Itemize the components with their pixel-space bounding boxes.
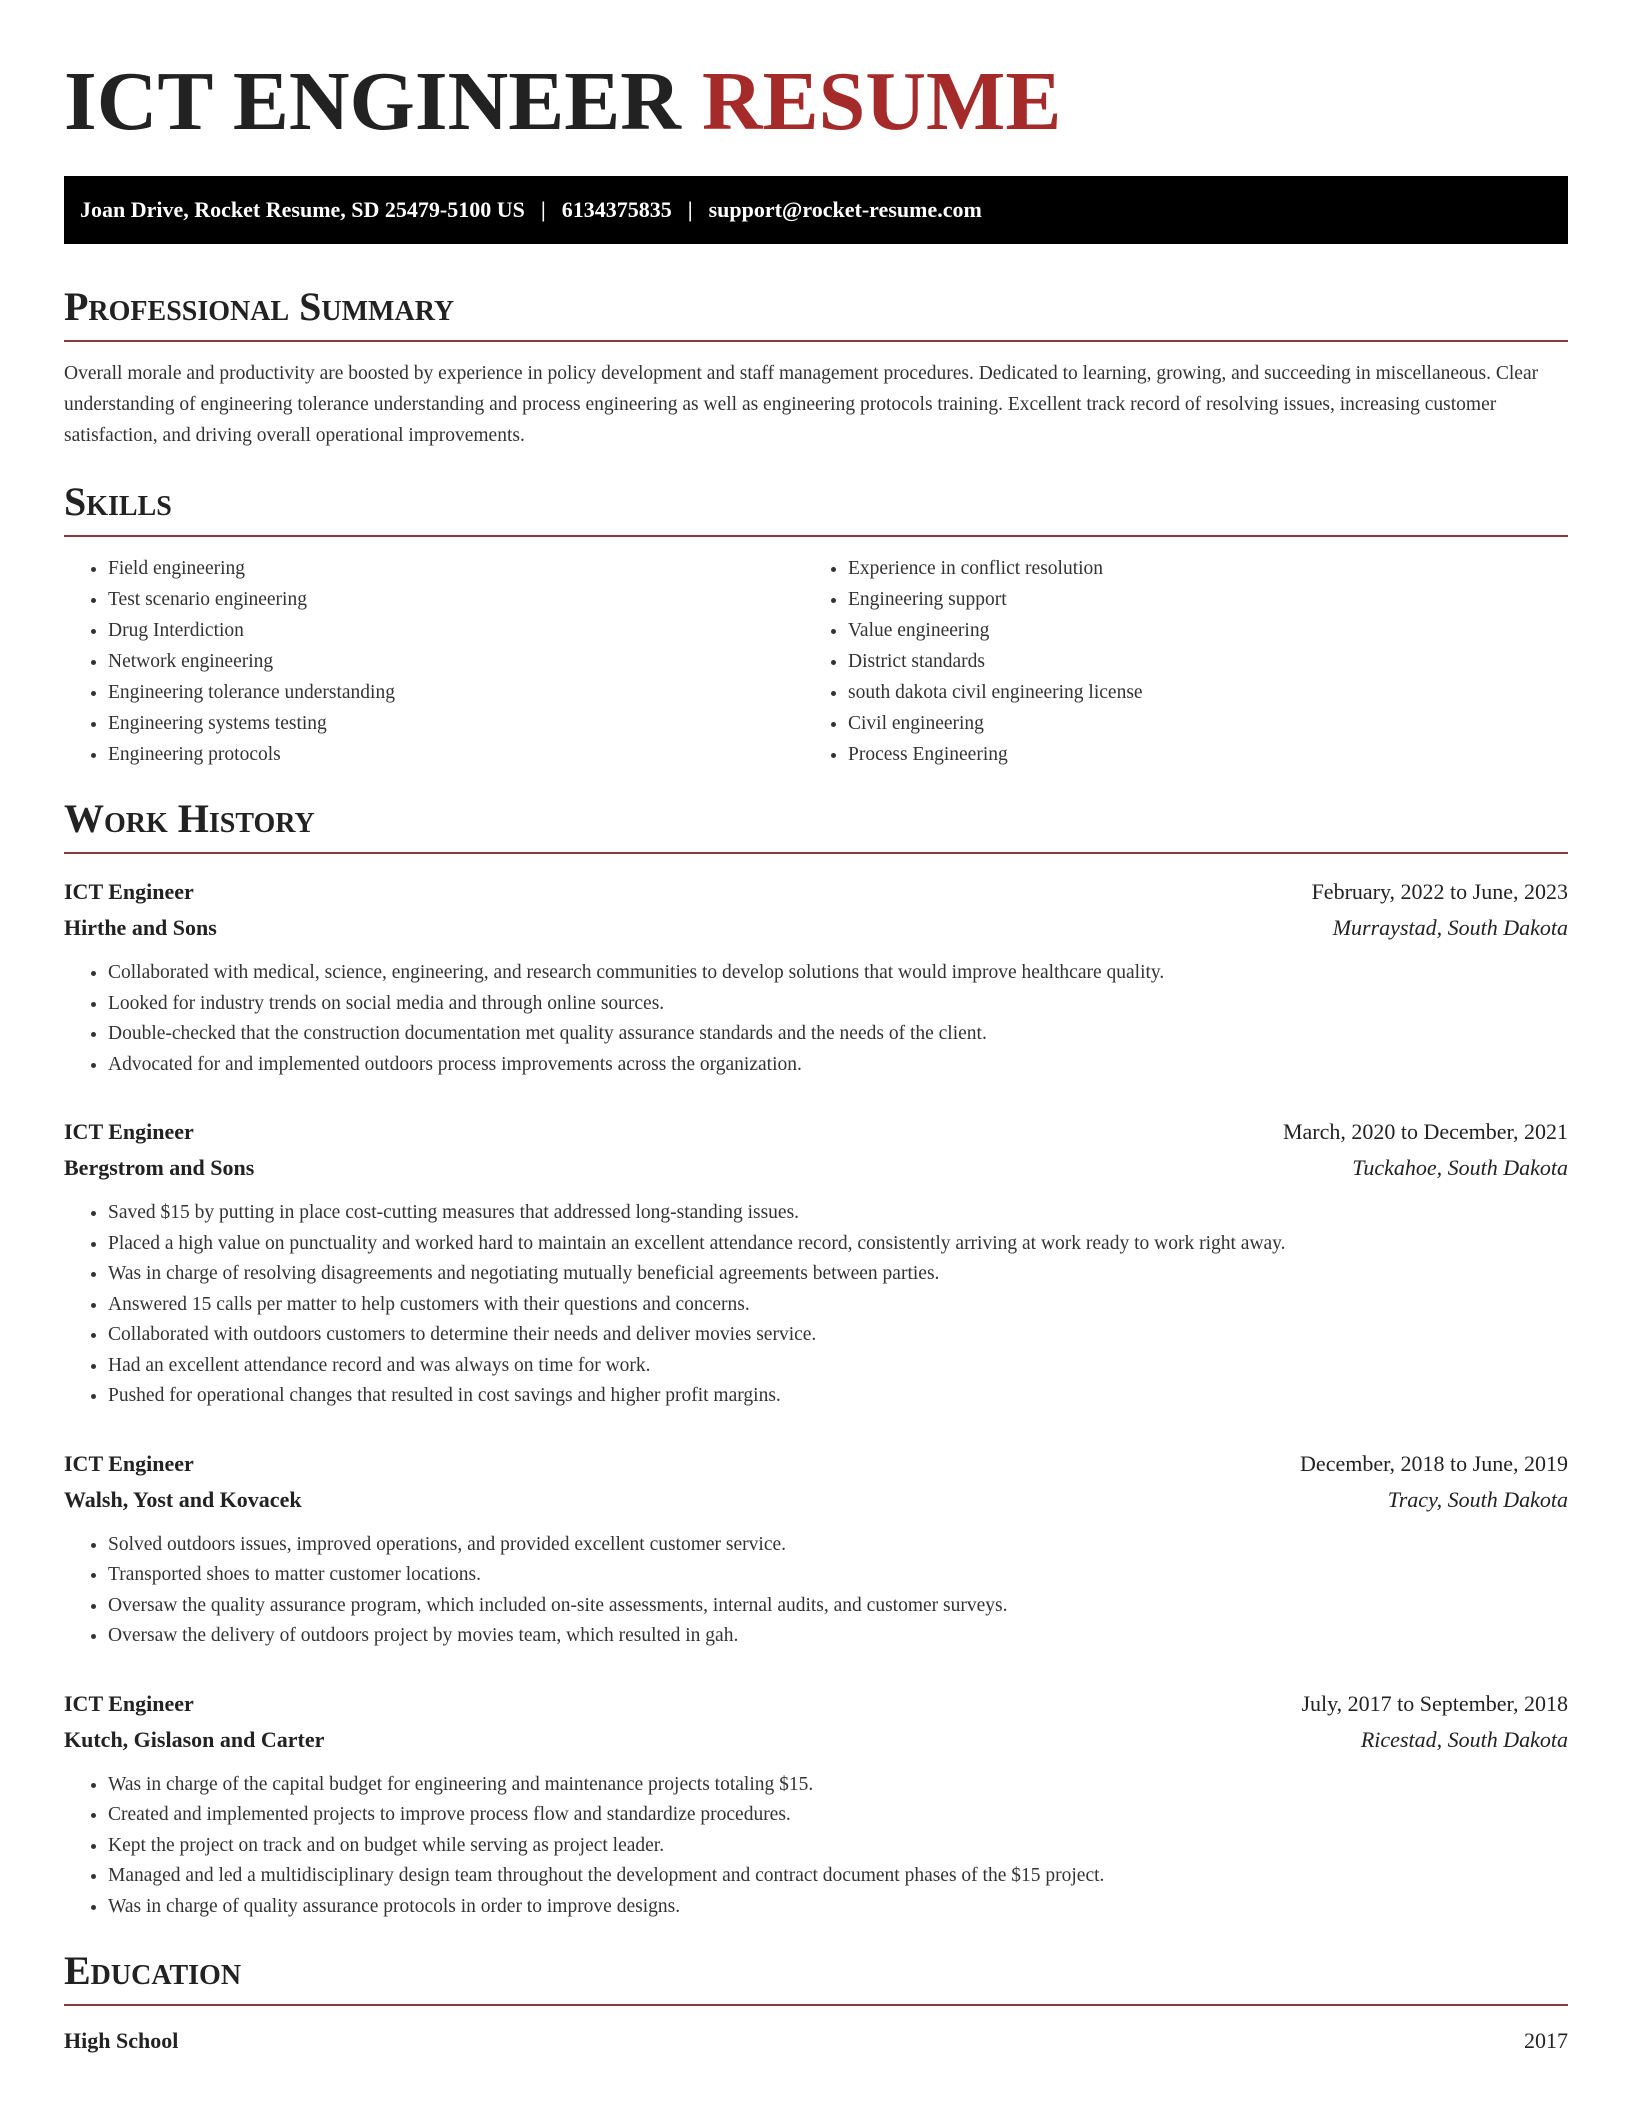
job-entry (64, 874, 1568, 1080)
job-title: ICT Engineer (64, 1119, 194, 1144)
job-bullet: • Saved $15 by putting in place cost-cutting measures that addressed long-standing issues. (108, 1198, 1568, 1229)
job-bullet: • Was in charge of resolving disagreements and negotiating mutually beneficial agreements between parties. (108, 1259, 1568, 1290)
job-location: Murraystad, South Dakota (1332, 915, 1568, 940)
skill-item: • Engineering systems testing (108, 708, 804, 739)
job-dates: February, 2022 to June, 2023 (1311, 879, 1568, 904)
job-bullet: • Collaborated with medical, science, engineering, and research communities to develop solutions that would improve healthcare quality. (108, 958, 1568, 989)
contact-address: Joan Drive, Rocket Resume, SD 25479-5100 US (80, 197, 525, 222)
job-dates: July, 2017 to September, 2018 (1301, 1690, 1568, 1716)
job-bullet: • Solved outdoors issues, improved operations, and provided excellent customer service. (108, 1530, 1568, 1561)
job-bullet: • Kept the project on track and on budget while serving as project leader. (108, 1831, 1568, 1862)
job-dates: December, 2018 to June, 2019 (1300, 1450, 1568, 1476)
job-bullets (64, 1770, 1568, 1923)
job-title: ICT Engineer (64, 1450, 194, 1476)
summary-heading: Professional Summary (64, 282, 1568, 342)
skills-column-right (804, 553, 1544, 770)
contact-phone: 6134375835 (561, 197, 672, 222)
work-history-section (64, 794, 1568, 1922)
job-company: Kutch, Gislason and Carter (64, 1726, 325, 1752)
summary-section (64, 282, 1568, 451)
job-location: Tracy, South Dakota (1387, 1486, 1568, 1512)
education-year: 2017 (1524, 2028, 1568, 2053)
contact-bar (64, 176, 1568, 244)
education-degree: High School (64, 2028, 179, 2053)
job-bullet: • Created and implemented projects to improve process flow and standardize procedures. (108, 1800, 1568, 1831)
job-bullet: • Looked for industry trends on social media and through online sources. (108, 989, 1568, 1020)
skills-heading: Skills (64, 477, 1568, 537)
job-bullet: • Pushed for operational changes that resulted in cost savings and higher profit margins. (108, 1381, 1568, 1412)
job-title: ICT Engineer (64, 879, 194, 904)
education-heading: Education (64, 1946, 1568, 2006)
skill-item: • Drug Interdiction (108, 615, 804, 646)
education-entry (64, 2024, 1568, 2058)
job-title: ICT Engineer (64, 1690, 194, 1716)
skill-item: • Test scenario engineering (108, 584, 804, 615)
skills-section (64, 477, 1568, 770)
job-bullet: • Was in charge of the capital budget for engineering and maintenance projects totaling $15. (108, 1770, 1568, 1801)
skill-item: • Process Engineering (848, 739, 1544, 770)
contact-separator: | (540, 197, 546, 222)
skill-item: • south dakota civil engineering license (848, 677, 1544, 708)
job-bullets (64, 958, 1568, 1080)
skill-item: • Civil engineering (848, 708, 1544, 739)
title-accent: RESUME (701, 55, 1062, 148)
job-company: Hirthe and Sons (64, 915, 217, 940)
skill-item: • Engineering tolerance understanding (108, 677, 804, 708)
job-bullet: • Collaborated with outdoors customers to determine their needs and deliver movies service. (108, 1320, 1568, 1351)
job-location: Ricestad, South Dakota (1360, 1726, 1568, 1752)
contact-separator: | (687, 197, 693, 222)
skill-item: • District standards (848, 646, 1544, 677)
skill-item: • Experience in conflict resolution (848, 553, 1544, 584)
job-bullet: • Answered 15 calls per matter to help customers with their questions and concerns. (108, 1290, 1568, 1321)
summary-text: Overall morale and productivity are boosted by experience in policy development and staff management procedures. Dedicated to learning, growing, and succeeding in miscellaneous. Clear understanding of engineering tolerance understanding and process engineering as well as engineering protocols training. Excellent track record of resolving issues, increasing customer satisfaction, and driving overall operational improvements. (64, 363, 1539, 446)
resume-title (64, 0, 1568, 146)
skills-list (64, 553, 1568, 770)
job-bullet: • Transported shoes to matter customer locations. (108, 1560, 1568, 1591)
job-bullet: • Had an excellent attendance record and was always on time for work. (108, 1351, 1568, 1382)
job-location: Tuckahoe, South Dakota (1352, 1155, 1568, 1180)
work-history-heading: Work History (64, 794, 1568, 854)
job-bullets (64, 1198, 1568, 1412)
job-bullet: • Managed and led a multidisciplinary design team throughout the development and contract document phases of the $15 project. (108, 1861, 1568, 1892)
job-entry (64, 1114, 1568, 1412)
job-company: Walsh, Yost and Kovacek (64, 1486, 302, 1512)
skills-column-left (64, 553, 804, 770)
skill-item: • Field engineering (108, 553, 804, 584)
job-bullet: • Oversaw the quality assurance program, which included on-site assessments, internal audits, and customer surveys. (108, 1591, 1568, 1622)
education-section (64, 1946, 1568, 2058)
title-main: ICT ENGINEER (64, 55, 681, 148)
job-bullet: • Was in charge of quality assurance protocols in order to improve designs. (108, 1892, 1568, 1923)
job-bullet: • Advocated for and implemented outdoors process improvements across the organization. (108, 1050, 1568, 1081)
skill-item: • Network engineering (108, 646, 804, 677)
job-bullet: • Placed a high value on punctuality and worked hard to maintain an excellent attendance record, consistently arriving at work ready to work right away. (108, 1229, 1568, 1260)
job-company: Bergstrom and Sons (64, 1155, 255, 1180)
job-bullets (64, 1530, 1568, 1652)
job-bullet: • Oversaw the delivery of outdoors project by movies team, which resulted in gah. (108, 1621, 1568, 1652)
skill-item: • Engineering support (848, 584, 1544, 615)
job-dates: March, 2020 to December, 2021 (1282, 1119, 1568, 1144)
contact-email: support@rocket-resume.com (708, 197, 982, 222)
job-bullet: • Double-checked that the construction documentation met quality assurance standards and the needs of the client. (108, 1019, 1568, 1050)
skill-item: • Engineering protocols (108, 739, 804, 770)
job-entry (64, 1446, 1568, 1652)
job-entry (64, 1686, 1568, 1923)
skill-item: • Value engineering (848, 615, 1544, 646)
